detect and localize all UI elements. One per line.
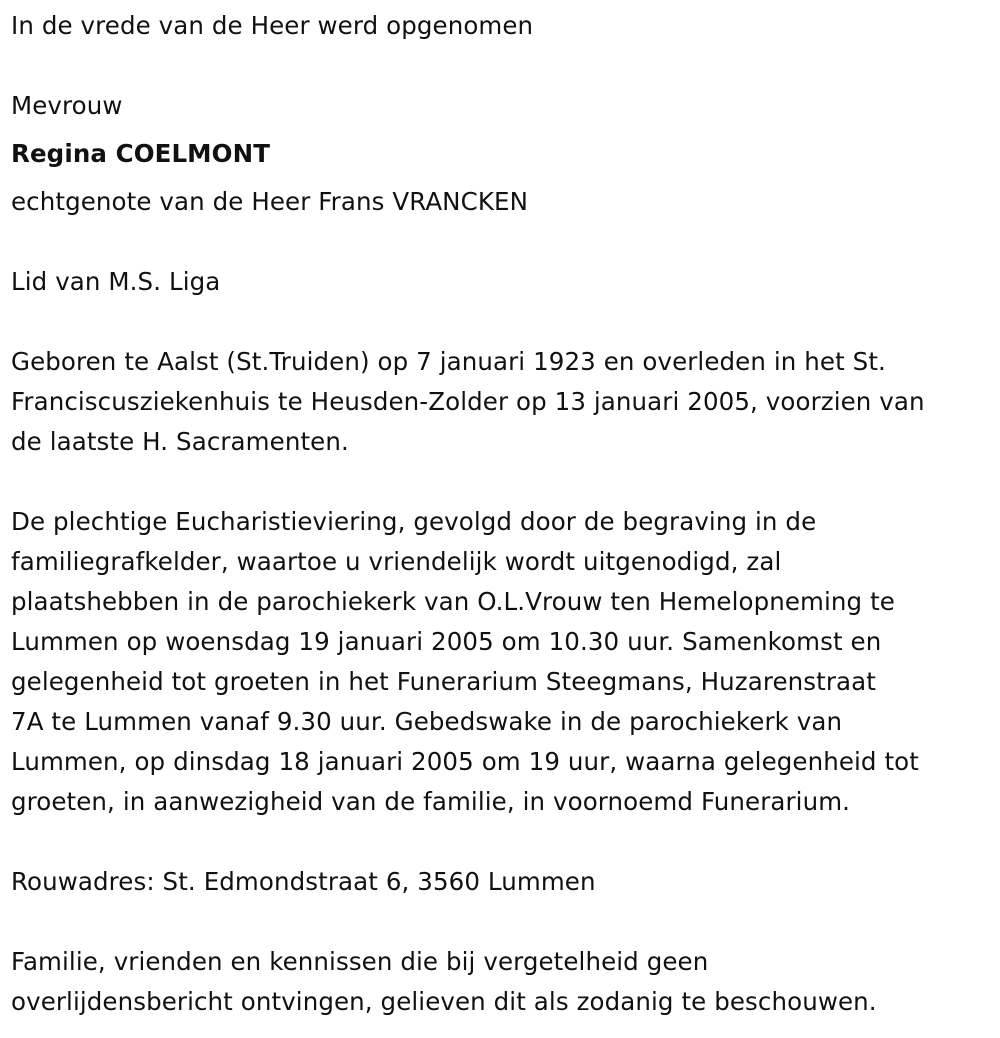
- closing-paragraph: [11, 942, 990, 1022]
- spacer: [11, 302, 990, 342]
- spacer: [11, 462, 990, 502]
- spacer: [11, 822, 990, 862]
- paragraph-line: Lummen op woensdag 19 januari 2005 om 10.30 uur. Samenkomst en: [11, 627, 882, 656]
- spacer: [11, 126, 990, 134]
- paragraph-line: Familie, vrienden en kennissen die bij vergetelheid geen: [11, 947, 709, 976]
- salutation: Mevrouw: [11, 91, 123, 120]
- spacer: [11, 902, 990, 942]
- ceremony-paragraph: [11, 502, 990, 822]
- paragraph-line: overlijdensbericht ontvingen, gelieven dit als zodanig te beschouwen.: [11, 987, 877, 1016]
- membership-line: Lid van M.S. Liga: [11, 267, 221, 296]
- paragraph-line: 7A te Lummen vanaf 9.30 uur. Gebedswake in de parochiekerk van: [11, 707, 843, 736]
- paragraph-line: groeten, in aanwezigheid van de familie, in voornoemd Funerarium.: [11, 787, 851, 816]
- paragraph-line: familiegrafkelder, waartoe u vriendelijk wordt uitgenodigd, zal: [11, 547, 782, 576]
- paragraph-line: de laatste H. Sacramenten.: [11, 427, 349, 456]
- paragraph-line: Franciscusziekenhuis te Heusden-Zolder op 13 januari 2005, voorzien van: [11, 387, 925, 416]
- paragraph-line: plaatshebben in de parochiekerk van O.L.Vrouw ten Hemelopneming te: [11, 587, 895, 616]
- paragraph-line: gelegenheid tot groeten in het Funerarium Steegmans, Huzarenstraat: [11, 667, 876, 696]
- spouse-line: echtgenote van de Heer Frans VRANCKEN: [11, 187, 528, 216]
- deceased-name: Regina COELMONT: [11, 139, 271, 168]
- paragraph-line: Geboren te Aalst (St.Truiden) op 7 januari 1923 en overleden in het St.: [11, 347, 886, 376]
- birth-death-paragraph: [11, 342, 990, 462]
- paragraph-line: De plechtige Eucharistieviering, gevolgd door de begraving in de: [11, 507, 817, 536]
- paragraph-line: Lummen, op dinsdag 18 januari 2005 om 19 uur, waarna gelegenheid tot: [11, 747, 919, 776]
- mourning-address: Rouwadres: St. Edmondstraat 6, 3560 Lummen: [11, 867, 596, 896]
- spacer: [11, 174, 990, 182]
- spacer: [11, 222, 990, 262]
- spacer: [11, 46, 990, 86]
- intro-line: In de vrede van de Heer werd opgenomen: [11, 11, 534, 40]
